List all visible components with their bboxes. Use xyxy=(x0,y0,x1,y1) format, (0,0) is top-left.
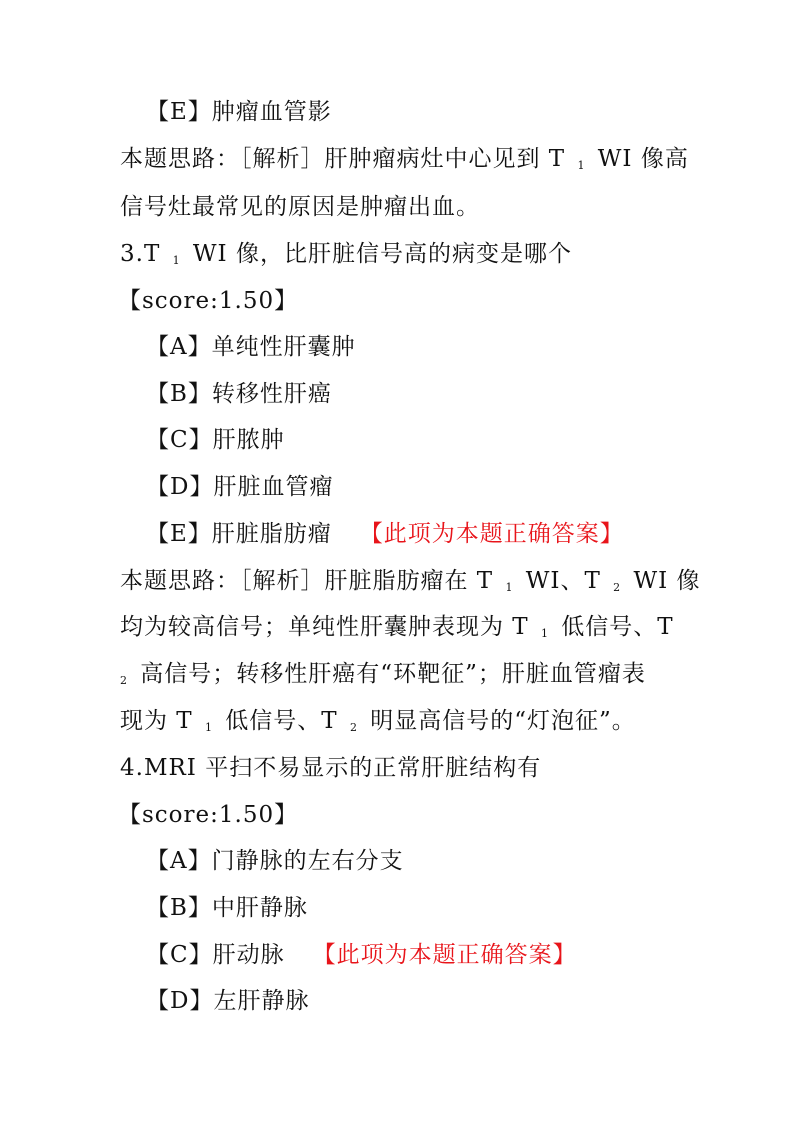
q2-analysis-line-2: 信号灶最常见的原因是肿瘤出血。 xyxy=(120,194,480,220)
correct-answer-marker: 【此项为本题正确答案】 xyxy=(359,521,624,547)
q4-score: 【score:1.50】 xyxy=(118,802,299,828)
text-run: 3.T xyxy=(120,241,169,267)
q4-stem: 4.MRI 平扫不易显示的正常肝脏结构有 xyxy=(120,755,542,781)
q4-option-a: 【A】门静脉的左右分支 xyxy=(146,848,404,874)
subscript: 2 xyxy=(120,674,128,687)
q2-option-e: 【E】肿瘤血管影 xyxy=(146,99,332,125)
text-run: WI 像高 xyxy=(589,146,689,172)
q3-stem xyxy=(120,239,572,276)
text-run: WI、T xyxy=(517,568,610,594)
text-run: WI 像 xyxy=(625,568,701,594)
q2-analysis-line-1 xyxy=(120,144,689,181)
subscript: 1 xyxy=(540,627,549,640)
q3-analysis-line-1 xyxy=(120,566,701,603)
correct-answer-marker: 【此项为本题正确答案】 xyxy=(312,942,577,968)
q4-option-d: 【D】左肝静脉 xyxy=(146,988,310,1014)
option-text: 【C】肝动脉 xyxy=(146,942,285,968)
q3-score: 【score:1.50】 xyxy=(118,288,299,314)
q4-option-c xyxy=(146,940,577,970)
subscript: 2 xyxy=(613,581,622,594)
subscript: 1 xyxy=(172,254,181,267)
q3-analysis-line-4 xyxy=(120,706,636,743)
subscript: 2 xyxy=(349,721,358,734)
text-run: 明显高信号的“灯泡征”。 xyxy=(361,708,636,734)
q3-option-a: 【A】单纯性肝囊肿 xyxy=(146,334,356,360)
option-text: 【E】肝脏脂肪瘤 xyxy=(146,521,332,547)
text-run: 现为 T xyxy=(120,708,201,734)
text-run: WI 像，比肝脏信号高的病变是哪个 xyxy=(184,241,572,267)
subscript: 1 xyxy=(577,159,586,172)
text-run: 高信号；转移性肝癌有“环靶征”；肝脏血管瘤表 xyxy=(132,661,646,687)
text-run: 低信号、T xyxy=(216,708,346,734)
text-run: 均为较高信号；单纯性肝囊肿表现为 T xyxy=(120,614,537,640)
q3-analysis-line-3 xyxy=(120,659,646,696)
text-run: 低信号、T xyxy=(552,614,674,640)
q3-analysis-line-2 xyxy=(120,612,674,649)
q3-option-b: 【B】转移性肝癌 xyxy=(146,381,332,407)
subscript: 1 xyxy=(505,581,514,594)
q3-option-e xyxy=(146,519,624,549)
subscript: 1 xyxy=(204,721,213,734)
q3-option-d: 【D】肝脏血管瘤 xyxy=(146,474,334,500)
text-run: 本题思路：［解析］肝脏脂肪瘤在 T xyxy=(120,568,502,594)
q3-option-c: 【C】肝脓肿 xyxy=(146,427,285,453)
text-run: 本题思路：［解析］肝肿瘤病灶中心见到 T xyxy=(120,146,574,172)
q4-option-b: 【B】中肝静脉 xyxy=(146,895,308,921)
